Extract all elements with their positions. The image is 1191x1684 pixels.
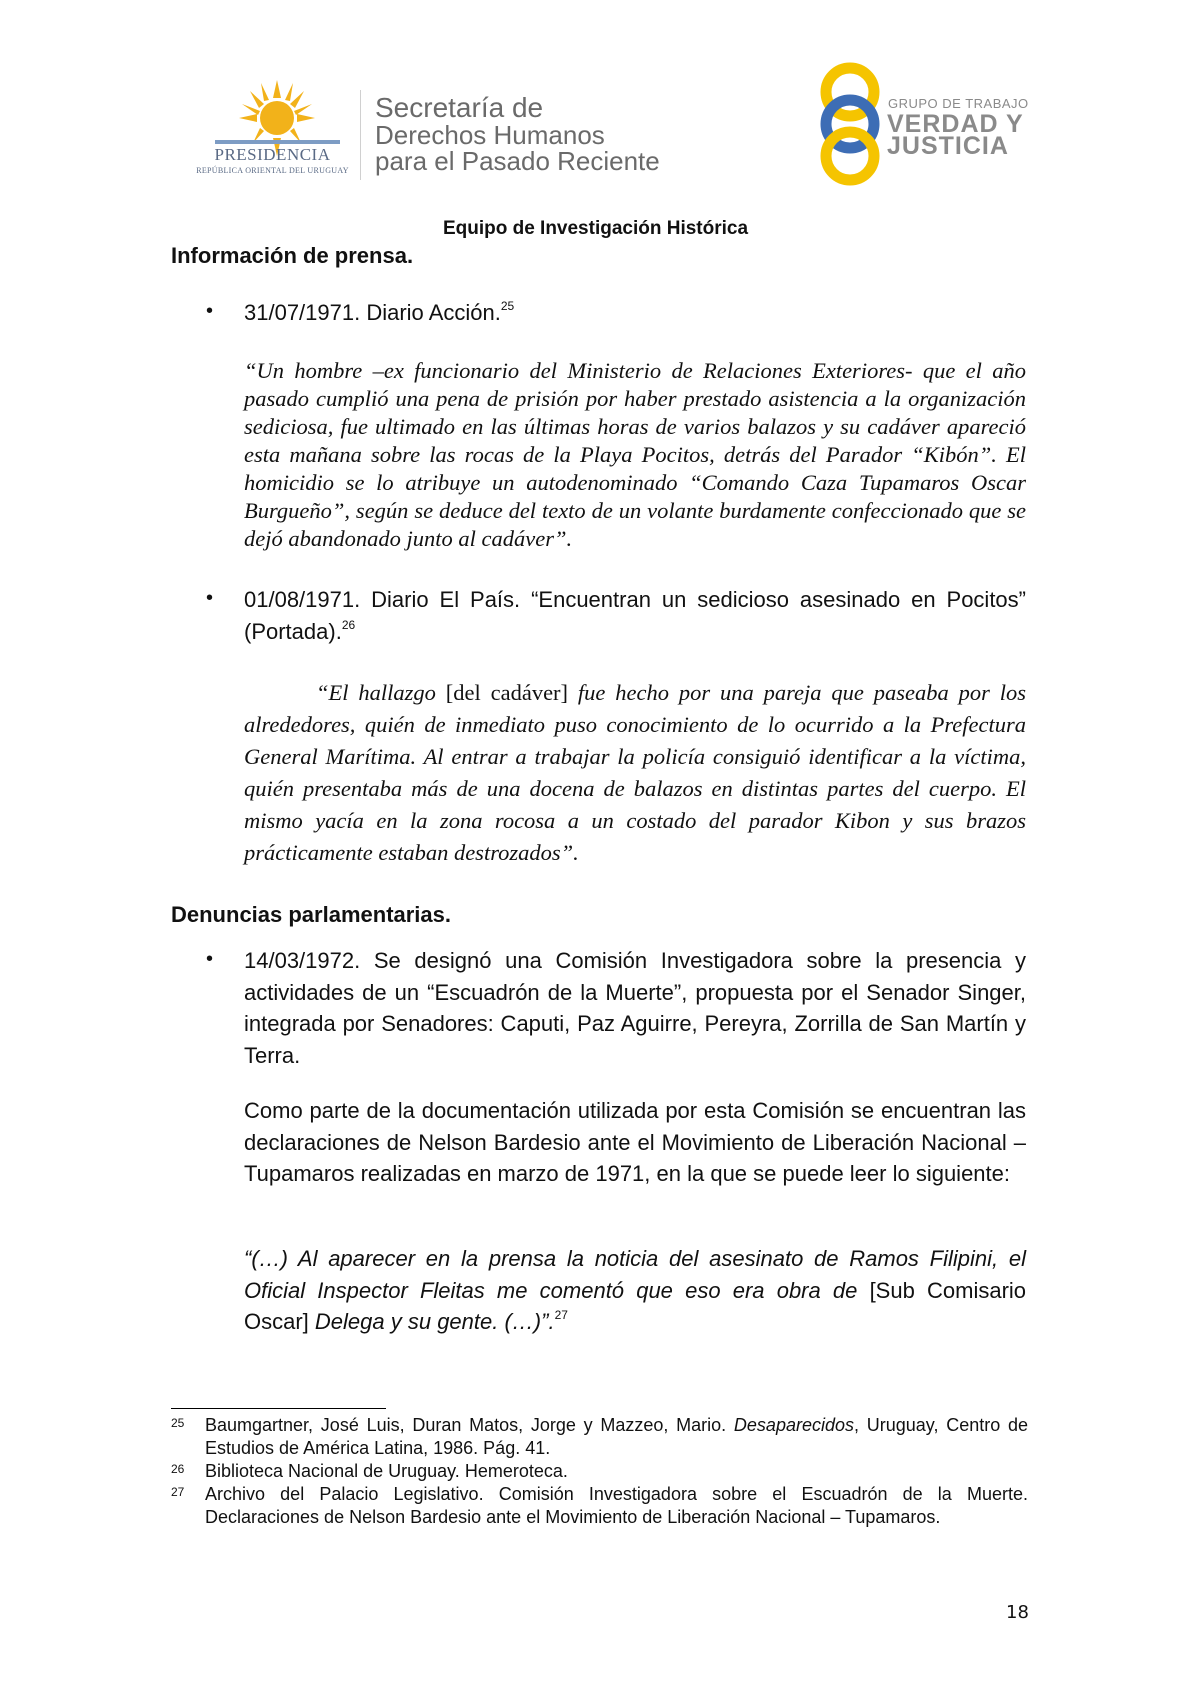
quote-3-bracket: [Sub Comisario Oscar] — [244, 1277, 1027, 1334]
press-quote-1: “Un hombre –ex funcionario del Ministerio de Relaciones Exteriores- que el año pasado cumplió una pena de prisión por haber prestado asistencia a la organización sediciosa, fue ultimado en las últimas horas de varios balazos y su cadáver apareció esta mañana sobre las rocas de la Playa Pocitos, detrás del Parador “Kibón”. El homicidio se lo atribuye un autodenominado “Comando Caza Tupamaros Oscar Burgueño”, según se deduce del texto de un volante burdamente confeccionado que se dejó abandonado junto al cadáver”. — [244, 358, 1026, 551]
quote-2-part1: “El hallazgo — [316, 680, 446, 705]
footnote-ref-27[interactable]: 27 — [554, 1308, 568, 1322]
bullet: • — [206, 948, 214, 970]
bullet: • — [206, 300, 214, 322]
footnote-separator — [171, 1408, 386, 1409]
press-item-1 — [244, 297, 1026, 329]
quote-2-bracket: [del cadáver] — [445, 680, 569, 705]
press-item-2-text: 01/08/1971. Diario El País. “Encuentran un sedicioso asesinado en Pocitos” (Portada). — [244, 587, 1026, 644]
footnote-number: 27 — [171, 1485, 185, 1499]
presidencia-subtitle: REPÚBLICA ORIENTAL DEL URUGUAY — [196, 166, 349, 175]
footnote-ref-25[interactable]: 25 — [500, 299, 515, 313]
footnote-ref-26[interactable]: 26 — [341, 617, 356, 632]
footnote-text: Biblioteca Nacional de Uruguay. Hemeroteca. — [205, 1461, 568, 1481]
footnote-italic: Desaparecidos — [733, 1415, 854, 1435]
footnote-26 — [171, 1460, 1028, 1483]
footnote-text-post: , Uruguay, Centro de Estudios de América Latina, 1986. Pág. 41. — [205, 1415, 1028, 1458]
team-title: Equipo de Investigación Histórica — [442, 218, 749, 239]
quote-3-part2: Delega y su gente. (…)”. — [308, 1309, 555, 1334]
footnote-number: 26 — [171, 1462, 185, 1476]
footnote-text: Baumgartner, José Luis, Duran Matos, Jorge y Mazzeo, Mario. — [205, 1415, 734, 1435]
press-item-1-text: 31/07/1971. Diario Acción. — [244, 300, 501, 325]
header-divider — [360, 90, 361, 180]
denuncia-paragraph: Como parte de la documentación utilizada por esta Comisión se encuentran las declaraciones de Nelson Bardesio ante el Movimiento de Liberación Nacional – Tupamaros realizadas en marzo de 1971, en la que se puede leer lo siguiente: — [244, 1098, 1026, 1186]
quote-2-part2: fue hecho por una pareja que paseaba por los alrededores, quién de inmediato puso conocimiento de lo ocurrido a la Prefectura General Marítima. Al entrar a trabajar la policía consiguió identificar a la víctima, quién presentaba más de una docena de balazos en distintas partes del cuerpo. El mismo yacía en la zona rocosa a un costado del parador Kibon y sus brazos prácticamente estaban destrozados”. — [244, 680, 1026, 865]
justicia-label: JUSTICIA — [887, 132, 1009, 160]
footnote-27 — [171, 1483, 1028, 1529]
press-item-2 — [244, 584, 1026, 647]
denuncia-item-1: 14/03/1972. Se designó una Comisión Investigadora sobre la presencia y actividades de un “Escuadrón de la Muerte”, propuesta por el Senador Singer, integrada por Senadores: Caputi, Paz Aguirre, Pereyra, Zorrilla de San Martín y Terra. — [244, 948, 1026, 1068]
quote-3-part1: “(…) Al aparecer en la prensa la noticia del asesinato de Ramos Filipini, el Oficial Inspector Fleitas me comentó que eso era obra de — [244, 1246, 1026, 1303]
bullet: • — [206, 587, 214, 609]
verdad-justicia-rings-logo — [812, 62, 892, 186]
section-heading-denuncias: Denuncias parlamentarias. — [171, 902, 452, 927]
press-quote-2 — [244, 677, 1026, 869]
section-heading-prensa: Información de prensa. — [171, 243, 414, 268]
secretaria-line1: Secretaría de — [375, 92, 544, 123]
verdad-label: VERDAD Y — [887, 110, 1024, 138]
page-number: 18 — [1006, 1602, 1029, 1623]
grupo-trabajo-label: GRUPO DE TRABAJO — [888, 96, 1029, 111]
secretaria-line3: para el Pasado Reciente — [375, 146, 660, 176]
denuncia-quote — [244, 1243, 1026, 1338]
footnote-number: 25 — [171, 1416, 185, 1430]
footnote-25 — [171, 1414, 1028, 1460]
footnote-text: Archivo del Palacio Legislativo. Comisión Investigadora sobre el Escuadrón de la Muerte. Declaraciones de Nelson Bardesio ante el Movimiento de Liberación Nacional – Tupamaros. — [205, 1484, 1028, 1527]
secretaria-line2: Derechos Humanos — [375, 120, 605, 150]
presidencia-label: PRESIDENCIA — [214, 145, 331, 164]
